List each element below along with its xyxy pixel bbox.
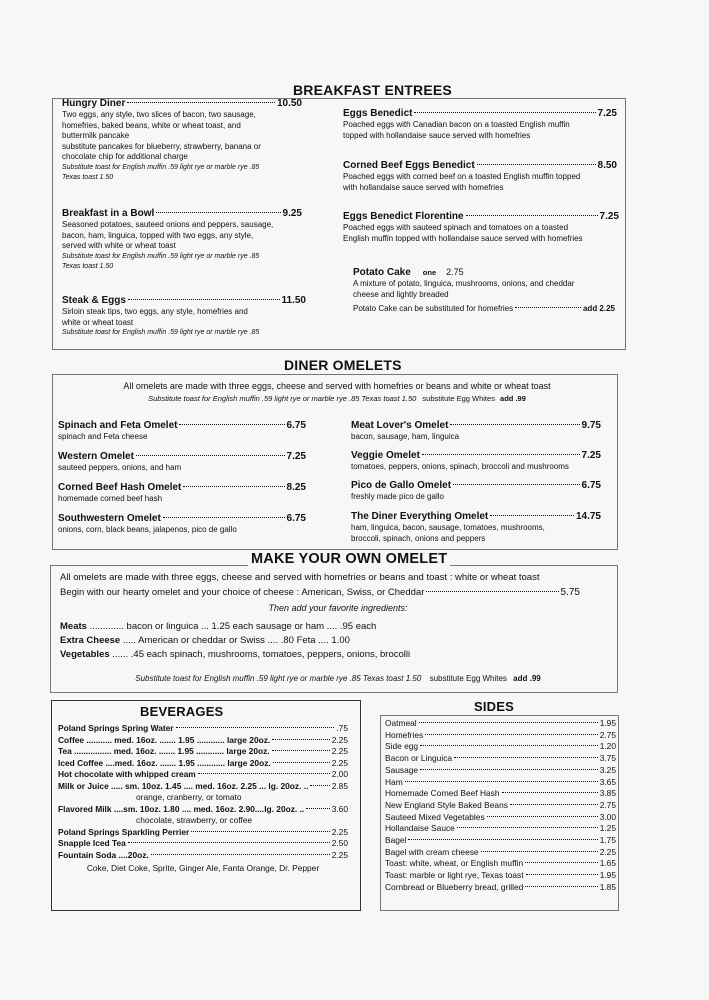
item-name: Steak & Eggs	[62, 295, 126, 306]
item-desc: sauteed peppers, onions, and ham	[58, 463, 182, 472]
beverage-name: Coffee ........... med. 16oz. ....... 1.95 ............ large 20oz.	[58, 734, 271, 745]
item-desc: homemade corned beef hash	[58, 494, 163, 503]
beverage-row	[58, 804, 348, 816]
item-note: Substitute toast for English muffin .59 light rye or marble rye .85	[62, 163, 260, 171]
beverage-row	[58, 723, 348, 735]
beverage-row	[58, 758, 348, 770]
myo-base-text: Begin with our hearty omelet and your choice of cheese : American, Swiss, or Cheddar	[60, 587, 425, 598]
menu-item-benedict-florentine	[343, 211, 619, 244]
beverage-name: Iced Coffee ....med. 16oz. ....... 1.95 ............ large 20oz.	[58, 757, 271, 768]
item-desc: broccoli, spinach, onions and peppers	[351, 533, 486, 543]
omelet-item	[351, 480, 601, 511]
side-price: 1.75	[599, 835, 616, 846]
item-desc: Sirloin steak tips, two eggs, any style, homefries and	[62, 307, 248, 316]
item-name: The Diner Everything Omelet	[351, 511, 489, 522]
beverage-row	[58, 769, 348, 781]
beverage-row	[58, 746, 348, 758]
item-desc: topped with hollandaise sauce served with homefries	[343, 130, 531, 140]
side-name: Bacon or Linguica	[385, 753, 453, 764]
item-name: Spinach and Feta Omelet	[58, 420, 178, 431]
sides-title: SIDES	[474, 699, 515, 714]
item-price: 7.25	[597, 108, 617, 119]
item-name: Pico de Gallo Omelet	[351, 480, 452, 491]
side-name: New England Style Baked Beans	[385, 799, 508, 810]
item-price: 10.50	[276, 98, 302, 109]
menu-item-eggs-benedict	[343, 108, 617, 141]
omelet-item	[58, 420, 306, 451]
side-price: 3.00	[599, 811, 616, 822]
side-row	[385, 730, 616, 742]
side-row	[385, 847, 616, 859]
beverages-list	[58, 723, 348, 875]
beverage-name: Snapple Iced Tea	[58, 838, 126, 848]
side-row	[385, 765, 616, 777]
side-row	[385, 858, 616, 870]
beverage-name: Flavored Milk ....sm. 10oz. 1.80 .... med. 16oz. 2.90....lg. 20oz. ..	[58, 803, 305, 814]
item-name: Corned Beef Hash Omelet	[58, 482, 182, 493]
item-note: Potato Cake can be substituted for homefries	[353, 304, 514, 313]
beverage-price: 2.25	[331, 746, 348, 756]
side-row	[385, 718, 616, 730]
beverage-price: 3.60	[331, 803, 348, 814]
item-desc: tomatoes, peppers, onions, spinach, broccoli and mushrooms	[351, 462, 569, 471]
item-price: 8.25	[286, 482, 306, 493]
side-name: Sauteed Mixed Vegetables	[385, 811, 485, 822]
side-price: 1.65	[599, 858, 616, 869]
item-price: 6.75	[286, 420, 306, 431]
beverage-name: Fountain Soda ....20oz.	[58, 849, 149, 860]
myo-base	[60, 586, 580, 601]
side-name: Homefries	[385, 729, 424, 740]
side-row	[385, 777, 616, 789]
omelets-sub-text: Substitute toast for English muffin .59 light rye or marble rye .85 Texas toast 1.50	[148, 394, 417, 403]
item-price: 2.75	[446, 267, 464, 277]
item-desc: Poached eggs with corned beef on a toasted English muffin topped	[343, 172, 581, 181]
side-price: 2.75	[599, 729, 616, 740]
side-row	[385, 870, 616, 882]
myo-vegetables: Vegetables ...... .45 each spinach, mushrooms, tomatoes, peppers, onions, brocolli	[60, 649, 411, 660]
menu-item-hungry-diner	[62, 98, 302, 184]
side-name: Side egg	[385, 741, 419, 752]
item-price: 11.50	[281, 295, 306, 306]
side-price: 1.85	[599, 881, 616, 892]
item-qty: one	[422, 268, 437, 277]
side-name: Ham	[385, 776, 403, 787]
side-price: 1.20	[599, 741, 616, 752]
item-note: Texas toast 1.50	[62, 263, 114, 270]
side-price: 1.25	[599, 823, 616, 834]
myo-sub-text: Substitute toast for English muffin .59 light rye or marble rye .85 Texas toast 1.50	[135, 674, 422, 683]
beverage-price: 2.25	[331, 734, 348, 745]
side-price: 1.95	[599, 870, 616, 881]
beverage-name: Milk or Juice ..... sm. 10oz. 1.45 .... med. 16oz. 2.25 ... lg. 20oz. ..	[58, 780, 309, 791]
item-price: 6.75	[286, 513, 306, 524]
beverage-options: chocolate, strawberry, or coffee	[136, 815, 253, 825]
myo-sub	[60, 674, 616, 683]
beverage-row	[58, 815, 348, 827]
omelets-sub2-text: substitute Egg Whites	[422, 394, 495, 403]
myo-cheese: Extra Cheese ..... American or cheddar or Swiss .... .80 Feta .... 1.00	[60, 635, 350, 646]
item-name: Corned Beef Eggs Benedict	[343, 160, 475, 171]
side-name: Cornbread or Blueberry bread, grilled	[385, 881, 524, 892]
omelets-sub	[62, 393, 612, 404]
beverage-row	[58, 792, 348, 804]
item-name: Potato Cake	[353, 267, 411, 278]
item-desc: Poached eggs with Canadian bacon on a toasted English muffin	[343, 120, 570, 129]
side-name: Toast: marble or light rye, Texas toast	[385, 870, 524, 881]
side-row	[385, 882, 616, 894]
side-price: 2.25	[599, 846, 616, 857]
omelet-item	[351, 420, 601, 450]
item-desc: chocolate chip for additional charge	[62, 152, 188, 161]
beverages-soda-list: Coke, Diet Coke, Sprite, Ginger Ale, Fanta Orange, Dr. Pepper	[86, 863, 320, 873]
side-price: 1.95	[599, 718, 616, 728]
beverage-price: 2.85	[331, 780, 348, 791]
myo-title: MAKE YOUR OWN OMELET	[248, 551, 450, 567]
item-note: Substitute toast for English muffin .59 light rye or marble rye .85	[62, 329, 260, 336]
item-price: 9.75	[581, 420, 601, 431]
item-name: Meat Lover's Omelet	[351, 420, 449, 431]
item-desc: Poached eggs with sauteed spinach and tomatoes on a toasted	[343, 223, 569, 232]
myo-intro: All omelets are made with three eggs, cheese and served with homefries or beans and toast : white or wheat toast	[60, 572, 540, 583]
omelets-right-column	[351, 420, 601, 544]
side-row	[385, 812, 616, 824]
beverage-name: Poland Springs Sparkling Perrier	[58, 826, 190, 837]
item-name: Eggs Benedict Florentine	[343, 211, 464, 222]
omelets-left-column	[58, 420, 306, 544]
myo-cheese-label: Extra Cheese	[60, 635, 121, 646]
item-desc: buttermilk pancake	[62, 131, 130, 140]
item-note: Texas toast 1.50	[62, 174, 114, 181]
side-price: 3.65	[599, 776, 616, 787]
item-desc: spinach and Feta cheese	[58, 432, 148, 441]
beverage-price: .75	[336, 723, 348, 733]
item-price: 7.25	[599, 211, 619, 222]
side-name: Bagel with cream cheese	[385, 846, 479, 857]
item-name: Breakfast in a Bowl	[62, 208, 155, 219]
item-desc: ham, linguica, bacon, sausage, tomatoes, mushrooms,	[351, 523, 545, 532]
item-desc: onions, corn, black beans, jalapenos, pico de gallo	[58, 525, 237, 534]
omelet-item	[351, 511, 601, 544]
item-desc: cheese and lightly breaded	[353, 289, 449, 299]
item-desc: freshly made pico de gallo	[351, 492, 444, 501]
omelet-item	[58, 451, 306, 482]
beverage-row	[58, 850, 348, 862]
item-name: Southwestern Omelet	[58, 513, 161, 524]
myo-meats-text: bacon or linguica ... 1.25 each sausage or ham .... .95 each	[126, 621, 377, 632]
myo-meats: Meats ............. bacon or linguica ... 1.25 each sausage or ham .... .95 each	[60, 621, 377, 632]
beverage-price: 2.25	[331, 849, 348, 860]
item-price: 6.75	[581, 480, 601, 491]
item-desc: bacon, ham, linguica, topped with two eggs, any style,	[62, 230, 254, 240]
myo-veg-label: Vegetables	[60, 649, 110, 660]
side-row	[385, 753, 616, 765]
item-price: 9.25	[282, 208, 302, 219]
item-desc: substitute pancakes for blueberry, strawberry, banana or	[62, 141, 261, 151]
menu-item-potato-cake	[353, 267, 615, 315]
myo-cheese-text: American or cheddar or Swiss .... .80 Feta .... 1.00	[138, 635, 350, 646]
item-desc: white or wheat toast	[62, 317, 134, 327]
beverage-row	[58, 838, 348, 850]
item-desc: A mixture of potato, linguica, mushrooms, onions, and cheddar	[353, 279, 575, 288]
side-name: Hollandaise Sauce	[385, 823, 455, 834]
item-name: Hungry Diner	[62, 98, 126, 109]
myo-sub2-price: add .99	[513, 674, 541, 683]
breakfast-title: BREAKFAST ENTREES	[293, 82, 452, 98]
item-note: Substitute toast for English muffin .59 light rye or marble rye .85	[62, 252, 260, 260]
side-price: 3.75	[599, 753, 616, 764]
beverage-name: Tea ................ med. 16oz. ....... 1.95 ............ large 20oz.	[58, 746, 270, 756]
side-row	[385, 788, 616, 800]
item-price: 14.75	[575, 511, 601, 522]
item-price: 8.50	[597, 160, 617, 171]
menu-item-corned-beef-benedict	[343, 160, 617, 193]
side-name: Homemade Corned Beef Hash	[385, 788, 500, 799]
item-note-price: add 2.25	[582, 304, 615, 313]
omelets-intro: All omelets are made with three eggs, cheese and served with homefries or beans and white or wheat toast	[123, 381, 551, 391]
myo-sub2-text: substitute Egg Whites	[429, 674, 507, 683]
side-row	[385, 800, 616, 812]
side-row	[385, 835, 616, 847]
beverage-price: 2.50	[331, 838, 348, 848]
myo-veg-text: .45 each spinach, mushrooms, tomatoes, peppers, onions, brocolli	[130, 649, 411, 660]
beverage-row	[58, 735, 348, 747]
beverage-row	[58, 827, 348, 839]
side-price: 3.85	[599, 788, 616, 799]
beverage-row	[58, 781, 348, 793]
item-desc: served with white or wheat toast	[62, 241, 176, 250]
beverage-name: Hot chocolate with whipped cream	[58, 769, 196, 779]
menu-item-breakfast-bowl	[62, 208, 302, 273]
beverage-price: 2.00	[331, 769, 348, 779]
beverage-price: 2.25	[331, 826, 348, 837]
sides-list	[385, 718, 616, 894]
item-name: Western Omelet	[58, 451, 134, 462]
item-name: Veggie Omelet	[351, 450, 420, 461]
item-price: 7.25	[286, 451, 306, 462]
omelet-item	[58, 513, 306, 544]
omelets-title: DINER OMELETS	[284, 357, 402, 373]
side-row	[385, 741, 616, 753]
myo-meats-label: Meats	[60, 621, 87, 632]
beverages-title: BEVERAGES	[140, 704, 224, 719]
item-desc: Two eggs, any style, two slices of bacon, two sausage,	[62, 110, 256, 119]
side-name: Toast: white, wheat, or English muffin	[385, 858, 524, 869]
item-desc: English muffin topped with hollandaise sauce served with homefries	[343, 233, 583, 243]
item-name: Eggs Benedict	[343, 108, 413, 119]
item-price: 7.25	[581, 450, 601, 461]
omelet-item	[58, 482, 306, 513]
omelet-item	[351, 450, 601, 480]
item-desc: with hollandaise sauce served with homefries	[343, 182, 504, 192]
side-price: 3.25	[599, 764, 616, 775]
myo-base-price: 5.75	[560, 587, 580, 598]
side-name: Sausage	[385, 764, 419, 775]
beverage-options: orange, cranberry, or tomato	[136, 792, 242, 802]
side-row	[385, 823, 616, 835]
item-desc: Seasoned potatoes, sauteed onions and peppers, sausage,	[62, 220, 274, 229]
beverage-name: Poland Springs Spring Water	[58, 723, 174, 733]
side-name: Oatmeal	[385, 718, 417, 728]
myo-ingredients-heading: Then add your favorite ingredients:	[268, 603, 408, 613]
omelets-sub2-price: add .99	[500, 394, 526, 403]
side-price: 2.75	[599, 799, 616, 810]
item-desc: homefries, baked beans, white or wheat toast, and	[62, 120, 241, 130]
item-desc: bacon, sausage, ham, linguica	[351, 432, 460, 441]
menu-item-steak-eggs	[62, 295, 306, 339]
side-name: Bagel	[385, 835, 407, 846]
beverage-price: 2.25	[331, 757, 348, 768]
